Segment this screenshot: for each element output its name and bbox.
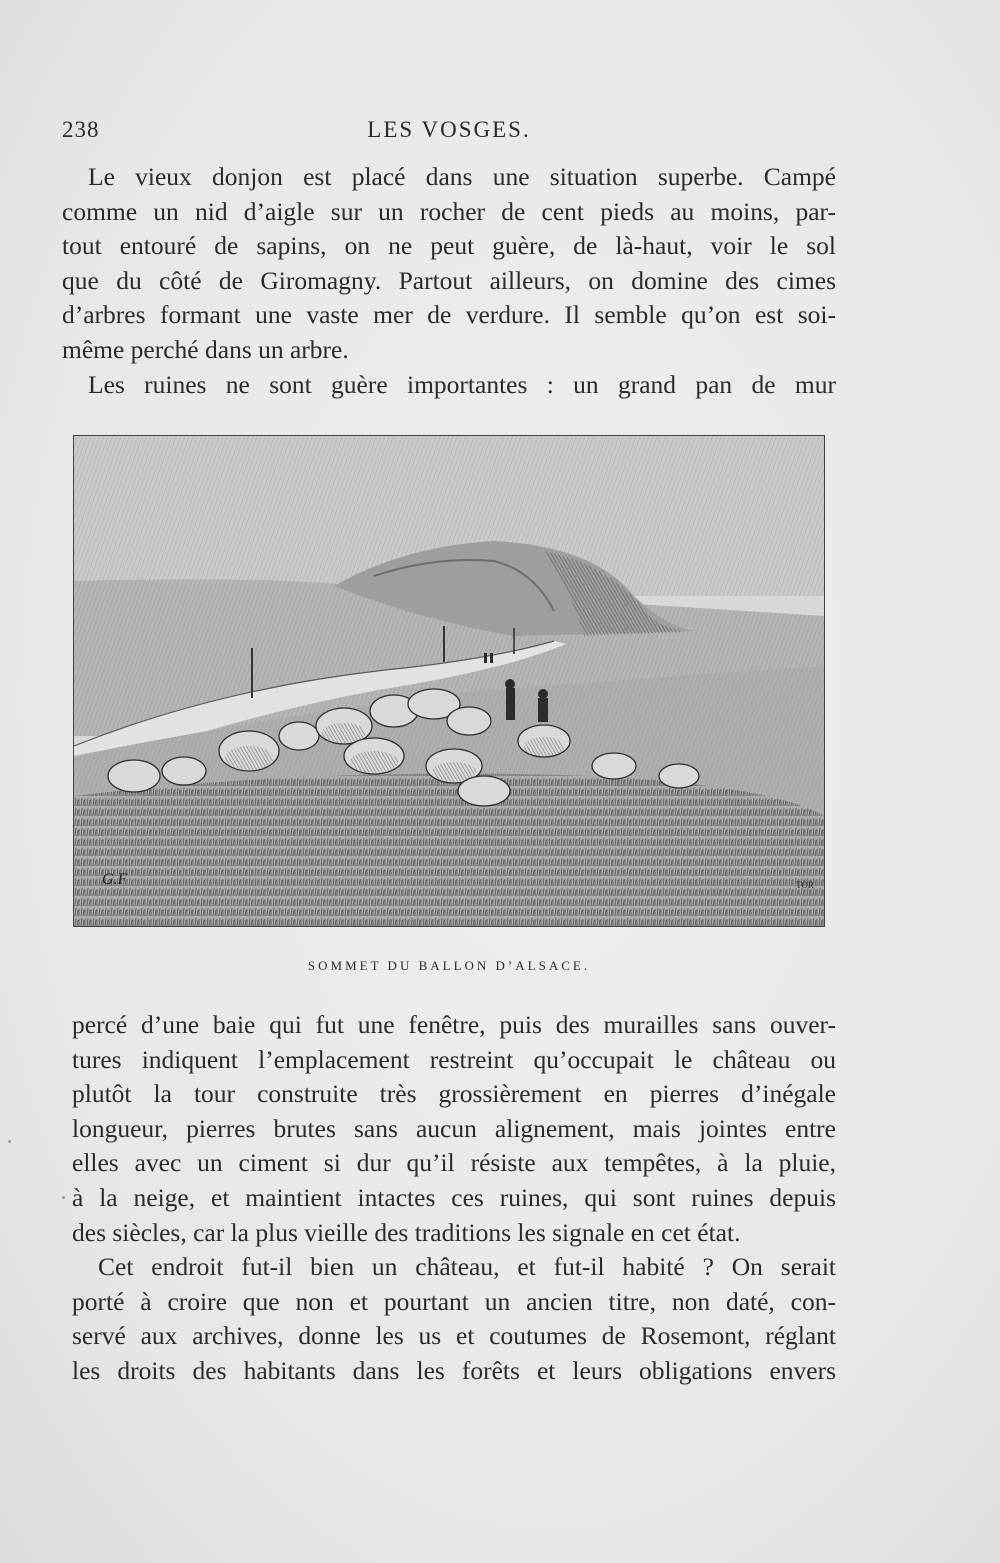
paragraph-1: [62, 160, 836, 368]
text-line: percé d’une baie qui fut une fenêtre, puis des murailles sans ouver-: [72, 1010, 836, 1039]
text-line: elles avec un ciment si dur qu’il résiste aux tempêtes, à la pluie,: [72, 1148, 836, 1178]
running-title: LES VOSGES.: [367, 117, 531, 142]
artist-signature: G.F: [102, 871, 128, 888]
text-line: des siècles, car la plus vieille des traditions les signale en cet état.: [72, 1217, 741, 1247]
landscape-engraving: [74, 436, 824, 926]
margin-speck: [62, 1196, 65, 1199]
paragraph-3: [72, 1008, 836, 1250]
paragraph-4: [72, 1250, 836, 1388]
text-line: longueur, pierres brutes sans aucun alignement, mais jointes entre: [72, 1113, 836, 1143]
text-line: Cet endroit fut-il bien un château, et fut-il habité ? On serait: [98, 1252, 836, 1281]
text-line: Le vieux donjon est placé dans une situation superbe. Campé: [88, 162, 836, 191]
paragraph-2: [62, 368, 836, 403]
text-line: comme un nid d’aigle sur un rocher de cent pieds au moins, par-: [62, 196, 836, 226]
text-line: que du côté de Giromagny. Partout ailleurs, on domine des cimes: [62, 265, 836, 295]
page-header: [62, 117, 836, 147]
text-line: porté à croire que non et pourtant un ancien titre, non daté, con-: [72, 1286, 836, 1316]
engraving-illustration: [73, 435, 825, 927]
text-line: tout entouré de sapins, on ne peut guère, de là-haut, voir le sol: [62, 231, 836, 261]
text-line: plutôt la tour construite très grossièrement en pierres d’inégale: [72, 1079, 836, 1109]
text-line: servé aux archives, donne les us et coutumes de Rosemont, réglant: [72, 1321, 836, 1351]
page-number: 238: [62, 117, 100, 142]
illustration-caption: SOMMET DU BALLON D’ALSACE.: [307, 958, 591, 973]
text-line: à la neige, et maintient intactes ces ruines, qui sont ruines depuis: [72, 1182, 836, 1212]
margin-speck: [8, 1140, 11, 1143]
text-line: même perché dans un arbre.: [62, 334, 349, 364]
text-line: Les ruines ne sont guère importantes : un grand pan de mur: [88, 370, 836, 399]
engraver-mark: TOR: [796, 880, 814, 890]
text-line: tures indiquent l’emplacement restreint qu’occupait le château ou: [72, 1044, 836, 1074]
text-line: les droits des habitants dans les forêts et leurs obligations envers: [72, 1355, 836, 1385]
text-line: d’arbres formant une vaste mer de verdure. Il semble qu’on est soi-: [62, 300, 836, 330]
